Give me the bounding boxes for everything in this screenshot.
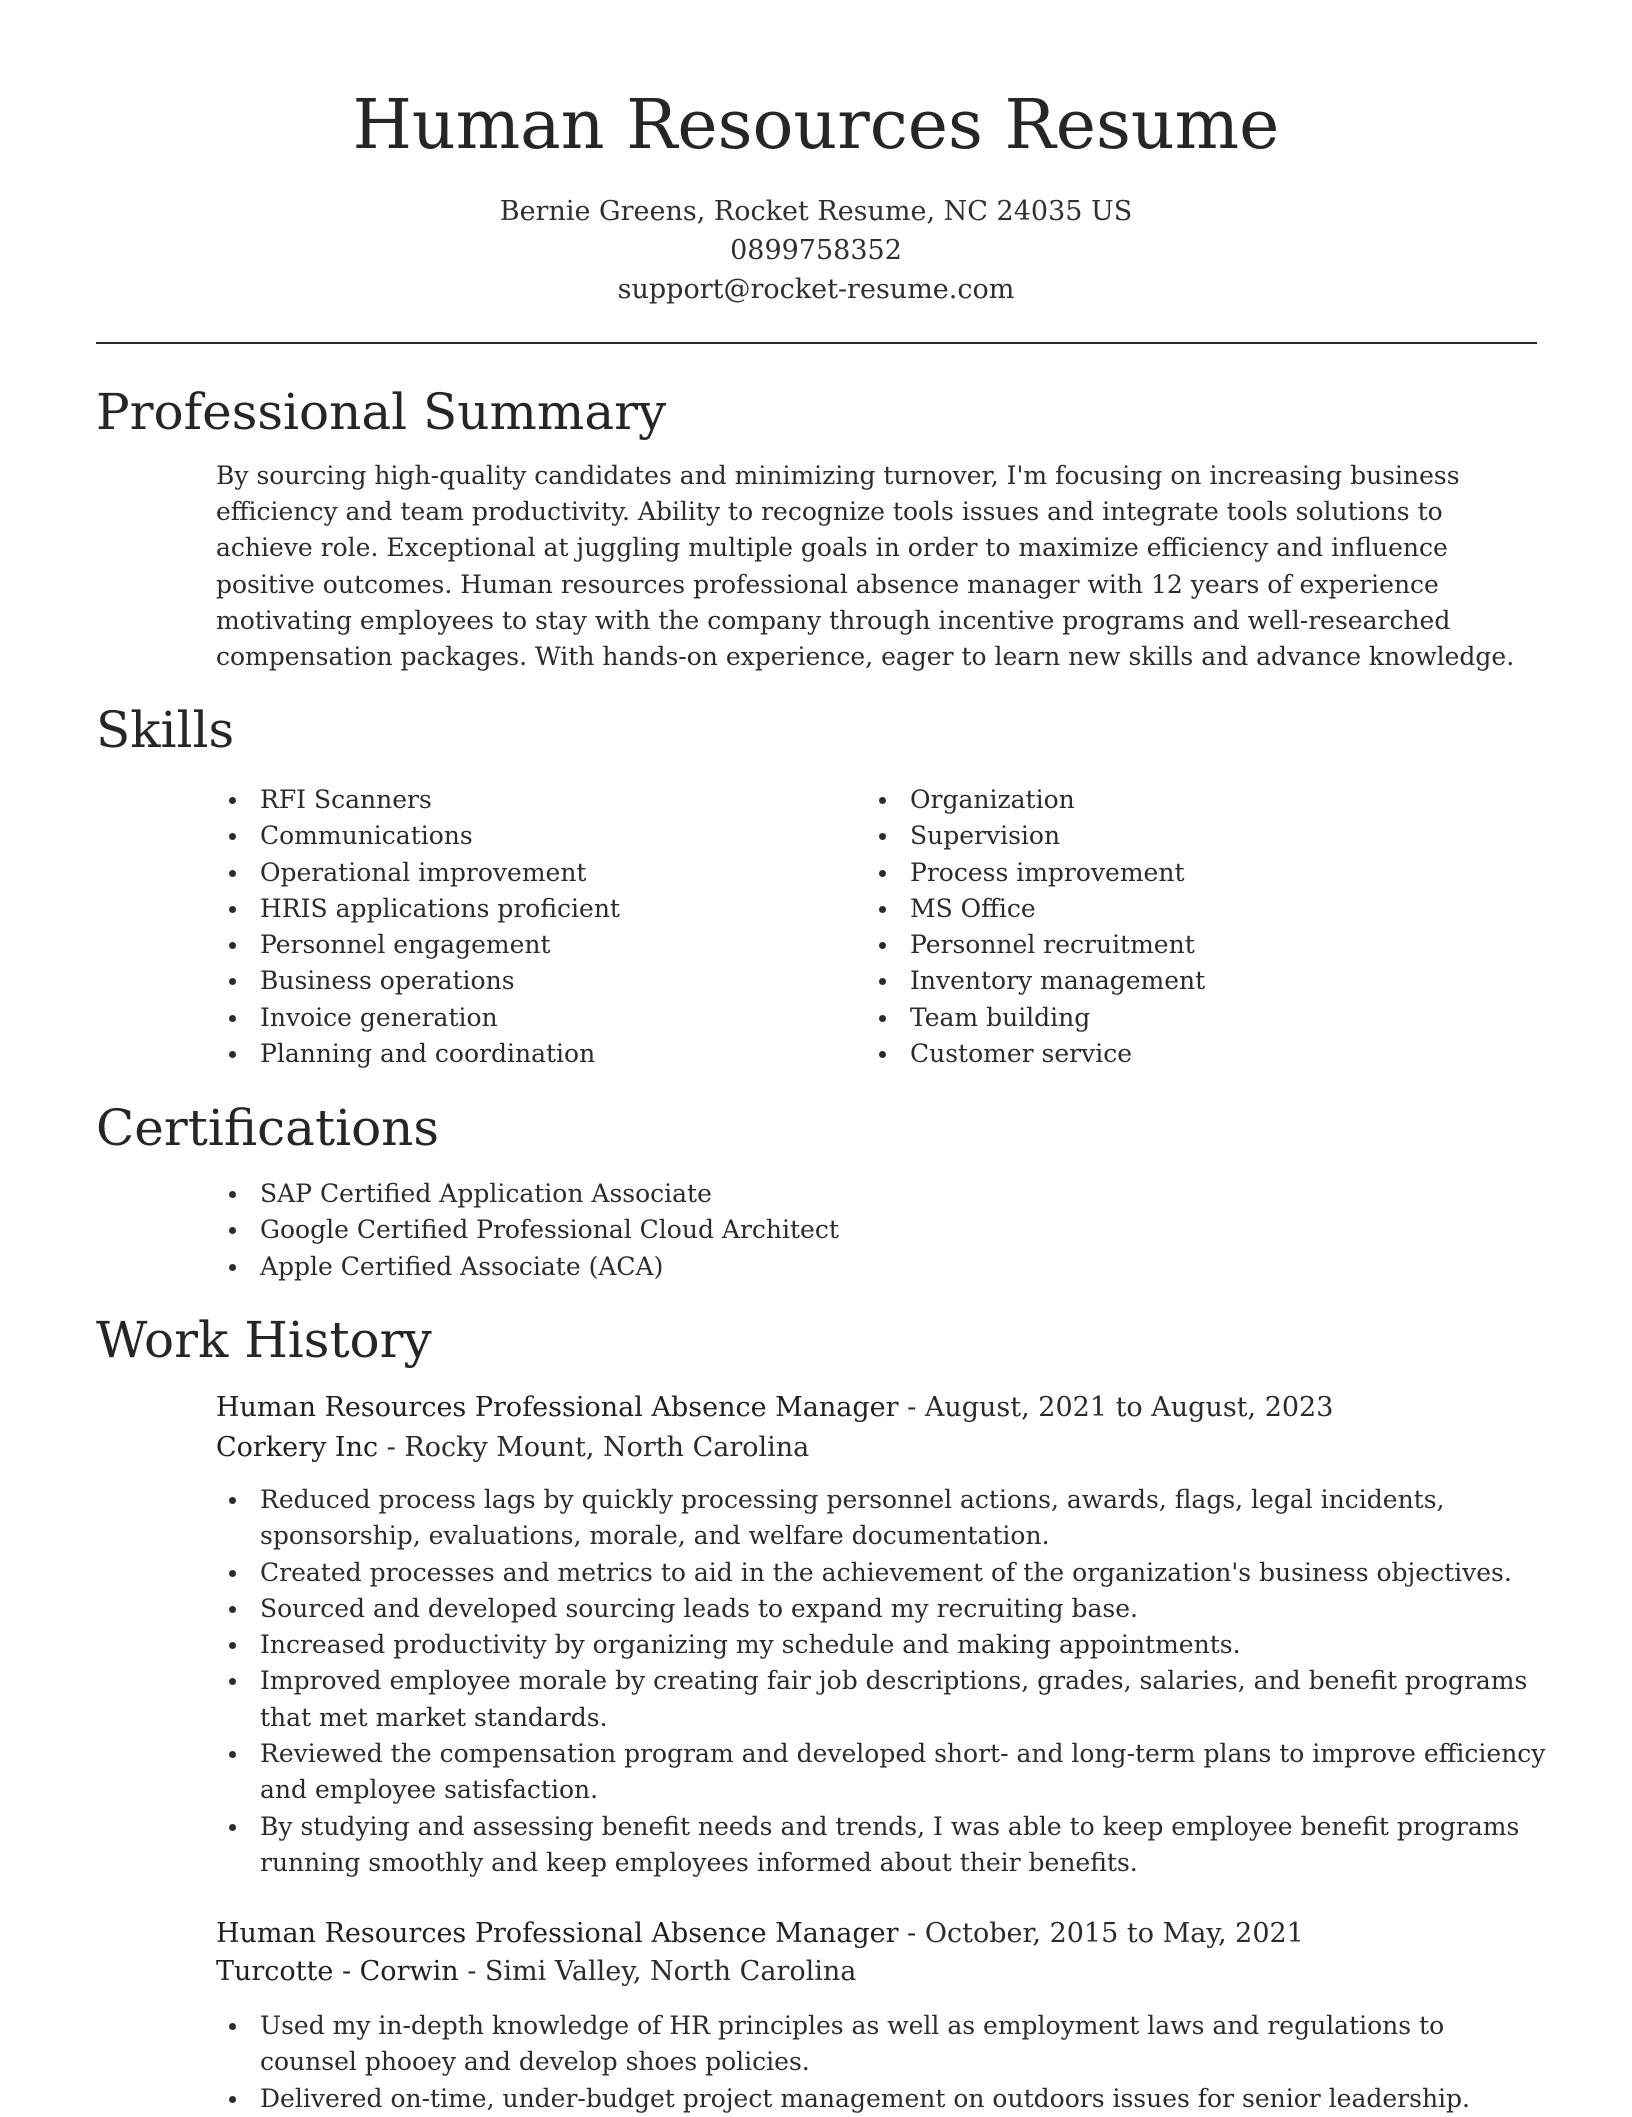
certifications-heading: Certifications (96, 1099, 440, 1157)
contact-info (0, 192, 1632, 309)
job-bullet: Reduced process lags by quickly processing personnel actions, awards, flags, legal incidents, sponsorship, evaluations, morale, and welfare documentation. (216, 1482, 1546, 1555)
certification-item: SAP Certified Application Associate (216, 1176, 1416, 1212)
job-bullet: Used my in-depth knowledge of HR principles as well as employment laws and regulations to counsel phooey and develop shoes policies. (216, 2008, 1546, 2081)
skill-item: Team building (866, 1000, 1466, 1036)
job-bullet: Reviewed the compensation program and developed short- and long-term plans to improve efficiency and employee satisfaction. (216, 1736, 1546, 1809)
certification-item: Google Certified Professional Cloud Architect (216, 1212, 1416, 1248)
skill-item: Personnel engagement (216, 927, 816, 963)
skills-list-left (216, 782, 816, 1072)
summary-heading: Professional Summary (96, 383, 667, 441)
skill-item: Planning and coordination (216, 1036, 816, 1072)
skill-item: Operational improvement (216, 855, 816, 891)
job-bullets (216, 1482, 1546, 1881)
job-location: - Rocky Mount, North Carolina (378, 1432, 810, 1463)
summary-text: By sourcing high-quality candidates and minimizing turnover, I'm focusing on increasing business efficiency and team productivity. Ability to recognize tools issues and integrate tools solutions to achieve role. Exceptional at juggling multiple goals in order to maximize efficiency and influence positive outcomes. Human resources professional absence manager with 12 years of experience motivating employees to stay with the company through incentive programs and well-researched compensation packages. With hands-on experience, eager to learn new skills and advance knowledge. (216, 461, 1515, 672)
job-title-line (216, 1914, 1304, 1953)
job-title-line (216, 1388, 1333, 1427)
job-bullet: Created processes and metrics to aid in the achievement of the organization's business objectives. (216, 1555, 1546, 1591)
job-company-line (216, 1952, 856, 1991)
skill-item: Supervision (866, 818, 1466, 854)
contact-phone: 0899758352 (730, 235, 902, 266)
skill-item: Invoice generation (216, 1000, 816, 1036)
skill-item: Customer service (866, 1036, 1466, 1072)
skill-item: Organization (866, 782, 1466, 818)
header-divider (96, 342, 1537, 344)
contact-email: support@rocket-resume.com (617, 274, 1015, 305)
job-title: Human Resources Professional Absence Manager (216, 1392, 899, 1423)
job-bullet: Increased productivity by organizing my schedule and making appointments. (216, 1627, 1546, 1663)
skill-item: Business operations (216, 963, 816, 999)
job-company: Turcotte - Corwin (216, 1956, 459, 1987)
resume-title: Human Resources Resume (352, 86, 1280, 165)
skills-list-right (866, 782, 1466, 1072)
skill-item: Personnel recruitment (866, 927, 1466, 963)
job-bullet: Improved employee morale by creating fair job descriptions, grades, salaries, and benefit programs that met market standards. (216, 1663, 1546, 1736)
skill-item: HRIS applications proficient (216, 891, 816, 927)
job-bullets (216, 2008, 1546, 2117)
job-company-line (216, 1428, 809, 1467)
contact-address: Bernie Greens, Rocket Resume, NC 24035 US (499, 196, 1133, 227)
skill-item: Inventory management (866, 963, 1466, 999)
skill-item: MS Office (866, 891, 1466, 927)
job-company: Corkery Inc (216, 1432, 379, 1463)
job-title: Human Resources Professional Absence Manager (216, 1918, 899, 1949)
skill-item: Process improvement (866, 855, 1466, 891)
job-bullet: Sourced and developed sourcing leads to expand my recruiting base. (216, 1591, 1546, 1627)
job-location: - Simi Valley, North Carolina (458, 1956, 857, 1987)
skills-heading: Skills (96, 701, 235, 759)
job-bullet: Delivered on-time, under-budget project management on outdoors issues for senior leadership. (216, 2081, 1546, 2117)
skill-item: RFI Scanners (216, 782, 816, 818)
job-dates: - October, 2015 to May, 2021 (898, 1918, 1304, 1949)
job-dates: - August, 2021 to August, 2023 (898, 1392, 1334, 1423)
certifications-list (216, 1176, 1416, 1285)
work-history-heading: Work History (96, 1311, 432, 1369)
job-bullet: By studying and assessing benefit needs and trends, I was able to keep employee benefit programs running smoothly and keep employees informed about their benefits. (216, 1809, 1546, 1882)
skill-item: Communications (216, 818, 816, 854)
certification-item: Apple Certified Associate (ACA) (216, 1249, 1416, 1285)
